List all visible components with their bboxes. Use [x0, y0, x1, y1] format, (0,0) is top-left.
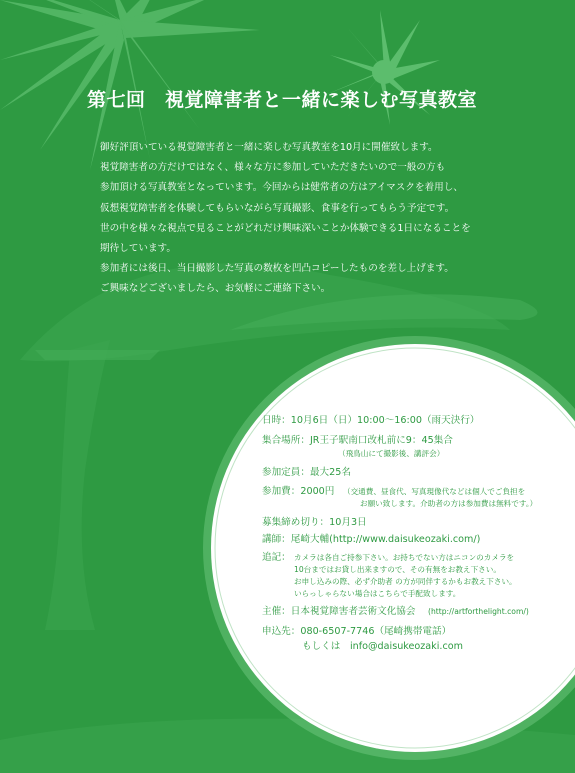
page-title: 第七回 視覚障害者と一緒に楽しむ写真教室 — [87, 89, 478, 111]
intro-line: 参加頂ける写真教室となっています。今回からは健常者の方はアイマスクを着用し、 — [100, 182, 463, 194]
intro-line: ご興味などございましたら、お気軽にご連絡下さい。 — [100, 283, 331, 295]
intro-line: 世の中を様々な視点で見ることがどれだけ興味深いことか体験できる1日になることを — [100, 222, 471, 234]
instructor: 講師：尾崎大輔(http://www.daisukeozaki.com/) — [262, 534, 481, 545]
intro-line: 御好評頂いている視覚障害者と一緒に楽しむ写真教室を10月に開催致します。 — [100, 142, 438, 153]
contact-alt: もしくは info@daisukeozaki.com — [302, 641, 463, 652]
capacity: 参加定員：最大25名 — [262, 467, 351, 478]
note-line: お申し込みの際、必ず介助者 の方が同伴するかもお教え下さい。 — [294, 577, 517, 586]
organizer: 主催：日本視覚障害者芸術文化協会 — [262, 606, 416, 617]
note-line: いらっしゃらない場合はこちらで手配致します。 — [294, 589, 461, 598]
note-line: カメラは各自ご持参下さい。お持ちでない方はニコンのカメラを — [294, 553, 515, 562]
contact: 申込先：080-6507-7746（尾崎携帯電話） — [262, 626, 452, 637]
intro-line: 期待しています。 — [100, 243, 176, 255]
intro-text — [100, 138, 540, 300]
intro-line: 仮想視覚障害者を体験してもらいながら写真撮影、食事を行ってもらう予定です。 — [100, 202, 455, 214]
organizer-url: (http://artforthelight.com/) — [428, 607, 529, 616]
fee: 参加費：2000円 — [262, 486, 335, 497]
fee-note: （交通費、昼食代、写真現像代などは個人でご負担を — [343, 487, 526, 496]
note-label: 追記： — [262, 552, 291, 563]
intro-line: 参加者には後日、当日撮影した写真の数枚を凹凸コピーしたものを差し上げます。 — [100, 263, 454, 275]
meeting-place: 集合場所：JR王子駅南口改札前に9：45集合 — [262, 435, 453, 446]
note-line: 10台まではお貸し出来ますので、その有無をお教え下さい。 — [294, 565, 501, 574]
deadline: 募集締め切り：10月3日 — [262, 517, 367, 528]
intro-line: 視覚障害者の方だけではなく、様々な方に参加していただきたいので一般の方も — [100, 162, 446, 174]
event-date: 日時：10月6日（日）10:00～16:00（雨天決行） — [262, 415, 480, 426]
fee-note: お願い致します。介助者の方は参加費は無料です。） — [360, 499, 538, 508]
meeting-note: （飛鳥山にて撮影後、講評会） — [338, 449, 445, 458]
